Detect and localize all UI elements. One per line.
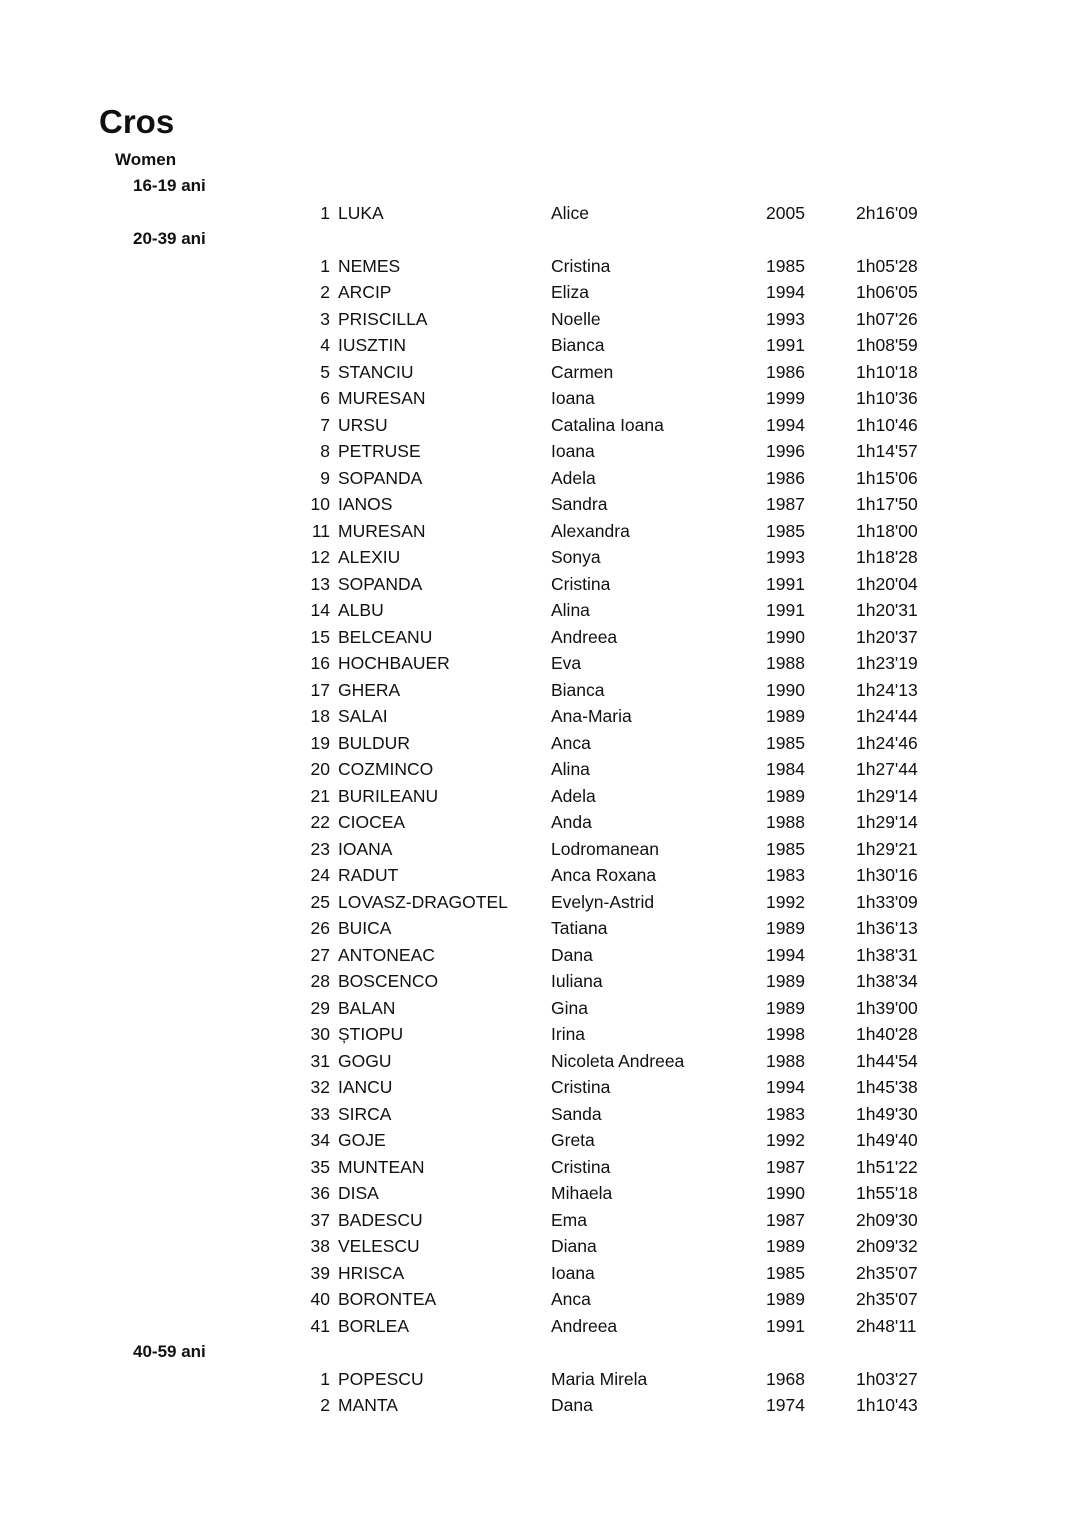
result-row (0, 465, 1086, 492)
first-name-cell: Sandra (551, 494, 608, 514)
finish-time-cell: 1h30'16 (856, 865, 918, 885)
finish-time-cell: 1h40'28 (856, 1024, 918, 1044)
birth-year-cell: 1989 (766, 1236, 805, 1256)
rank-cell: 34 (310, 1130, 330, 1150)
first-name-cell: Iuliana (551, 971, 603, 991)
finish-time-cell: 1h33'09 (856, 891, 918, 912)
first-name-cell: Adela (551, 785, 596, 806)
first-name-cell: Ema (551, 1209, 587, 1230)
rank-cell: 15 (310, 626, 330, 647)
last-name-cell: IANCU (338, 1077, 393, 1097)
finish-time-cell: 2h09'30 (856, 1209, 918, 1230)
result-row (0, 836, 1086, 863)
last-name-cell: PRISCILLA (338, 308, 428, 329)
result-row (0, 1127, 1086, 1154)
finish-time-cell: 1h14'57 (856, 441, 918, 461)
result-row (0, 491, 1086, 518)
rank-cell: 30 (310, 1024, 330, 1044)
result-row (0, 915, 1086, 942)
finish-time-cell: 1h10'36 (856, 388, 918, 408)
rank-cell: 29 (310, 997, 330, 1018)
birth-year-cell: 1984 (766, 759, 805, 779)
rank-cell: 2 (320, 1395, 330, 1415)
first-name-cell: Alina (551, 600, 590, 620)
finish-time-cell: 1h27'44 (856, 759, 918, 779)
first-name-cell: Eliza (551, 282, 589, 302)
last-name-cell: URSU (338, 414, 388, 435)
result-row (0, 412, 1086, 439)
finish-time-cell: 1h08'59 (856, 335, 918, 355)
finish-time-cell: 1h51'22 (856, 1156, 918, 1177)
result-row (0, 385, 1086, 412)
result-row (0, 1260, 1086, 1287)
birth-year-cell: 1988 (766, 1050, 805, 1071)
last-name-cell: CIOCEA (338, 812, 406, 832)
rank-cell: 23 (310, 838, 330, 859)
rank-cell: 35 (310, 1156, 330, 1177)
rank-cell: 12 (310, 547, 330, 567)
first-name-cell: Bianca (551, 679, 605, 700)
birth-year-cell: 1989 (766, 1289, 805, 1309)
first-name-cell: Anca Roxana (551, 865, 657, 885)
finish-time-cell: 1h29'14 (856, 812, 918, 832)
rank-cell: 1 (320, 202, 330, 223)
last-name-cell: DISA (338, 1183, 379, 1203)
birth-year-cell: 1996 (766, 441, 805, 461)
rank-cell: 36 (310, 1183, 330, 1203)
finish-time-cell: 1h20'31 (856, 600, 918, 620)
result-row (0, 1101, 1086, 1128)
result-row (0, 1021, 1086, 1048)
rank-cell: 28 (310, 971, 330, 991)
rank-cell: 17 (310, 679, 330, 700)
last-name-cell: ANTONEAC (338, 944, 435, 965)
result-row (0, 889, 1086, 916)
birth-year-cell: 1994 (766, 414, 805, 435)
birth-year-cell: 1988 (766, 653, 805, 673)
finish-time-cell: 1h24'13 (856, 679, 918, 700)
result-row (0, 518, 1086, 545)
rank-cell: 16 (310, 653, 330, 673)
last-name-cell: PETRUSE (338, 441, 421, 461)
rank-cell: 26 (310, 918, 330, 938)
birth-year-cell: 1991 (766, 335, 805, 355)
result-row (0, 571, 1086, 598)
last-name-cell: POPESCU (338, 1368, 424, 1389)
result-row (0, 730, 1086, 757)
last-name-cell: MURESAN (338, 520, 426, 541)
first-name-cell: Ioana (551, 1262, 595, 1283)
birth-year-cell: 1989 (766, 785, 805, 806)
result-row (0, 703, 1086, 730)
first-name-cell: Maria Mirela (551, 1368, 648, 1389)
birth-year-cell: 1992 (766, 1130, 805, 1150)
rank-cell: 19 (310, 732, 330, 753)
birth-year-cell: 1987 (766, 1209, 805, 1230)
finish-time-cell: 1h49'30 (856, 1103, 918, 1124)
result-row (0, 544, 1086, 571)
rank-cell: 21 (310, 785, 330, 806)
finish-time-cell: 1h24'44 (856, 706, 918, 726)
finish-time-cell: 1h38'31 (856, 944, 918, 965)
last-name-cell: HOCHBAUER (338, 653, 450, 673)
last-name-cell: BADESCU (338, 1209, 423, 1230)
finish-time-cell: 2h48'11 (856, 1315, 917, 1336)
rank-cell: 9 (320, 467, 330, 488)
last-name-cell: GHERA (338, 679, 401, 700)
birth-year-cell: 1974 (766, 1395, 805, 1415)
last-name-cell: IANOS (338, 494, 393, 514)
birth-year-cell: 1993 (766, 547, 805, 567)
first-name-cell: Noelle (551, 308, 601, 329)
result-row (0, 1286, 1086, 1313)
finish-time-cell: 1h20'37 (856, 626, 918, 647)
last-name-cell: HRISCA (338, 1262, 405, 1283)
result-row (0, 1313, 1086, 1340)
rank-cell: 22 (310, 812, 330, 832)
birth-year-cell: 1985 (766, 838, 805, 859)
finish-time-cell: 1h05'28 (856, 255, 918, 276)
birth-year-cell: 1989 (766, 706, 805, 726)
first-name-cell: Anca (551, 1289, 591, 1309)
birth-year-cell: 1985 (766, 255, 805, 276)
birth-year-cell: 1985 (766, 1262, 805, 1283)
rank-cell: 8 (320, 441, 330, 461)
first-name-cell: Sanda (551, 1103, 602, 1124)
finish-time-cell: 1h07'26 (856, 308, 918, 329)
first-name-cell: Dana (551, 1395, 593, 1415)
result-row (0, 1392, 1086, 1419)
result-row (0, 809, 1086, 836)
first-name-cell: Ioana (551, 441, 595, 461)
result-row (0, 1207, 1086, 1234)
finish-time-cell: 2h16'09 (856, 202, 918, 223)
result-row (0, 756, 1086, 783)
last-name-cell: ALEXIU (338, 547, 401, 567)
birth-year-cell: 1998 (766, 1024, 805, 1044)
rank-cell: 4 (320, 335, 330, 355)
result-row (0, 783, 1086, 810)
first-name-cell: Ioana (551, 388, 595, 408)
last-name-cell: BORONTEA (338, 1289, 437, 1309)
first-name-cell: Anda (551, 812, 592, 832)
result-row (0, 359, 1086, 386)
result-row (0, 1074, 1086, 1101)
first-name-cell: Evelyn-Astrid (551, 891, 655, 912)
birth-year-cell: 1993 (766, 308, 805, 329)
first-name-cell: Ana-Maria (551, 706, 632, 726)
last-name-cell: IUSZTIN (338, 335, 407, 355)
birth-year-cell: 1990 (766, 679, 805, 700)
finish-time-cell: 2h35'07 (856, 1289, 918, 1309)
rank-cell: 5 (320, 361, 330, 382)
last-name-cell: STANCIU (338, 361, 414, 382)
last-name-cell: BURILEANU (338, 785, 439, 806)
birth-year-cell: 1986 (766, 361, 805, 382)
result-row (0, 332, 1086, 359)
result-row (0, 650, 1086, 677)
rank-cell: 6 (320, 388, 330, 408)
first-name-cell: Lodromanean (551, 838, 659, 859)
birth-year-cell: 1990 (766, 626, 805, 647)
first-name-cell: Nicoleta Andreea (551, 1050, 685, 1071)
birth-year-cell: 1989 (766, 918, 805, 938)
last-name-cell: RADUT (338, 865, 399, 885)
birth-year-cell: 1994 (766, 944, 805, 965)
last-name-cell: SOPANDA (338, 573, 423, 594)
rank-cell: 25 (310, 891, 330, 912)
birth-year-cell: 1989 (766, 997, 805, 1018)
last-name-cell: BUICA (338, 918, 392, 938)
result-row (0, 1154, 1086, 1181)
first-name-cell: Carmen (551, 361, 614, 382)
finish-time-cell: 1h39'00 (856, 997, 918, 1018)
results-list (0, 173, 1086, 1419)
rank-cell: 27 (310, 944, 330, 965)
last-name-cell: LUKA (338, 202, 384, 223)
finish-time-cell: 1h38'34 (856, 971, 918, 991)
gender-heading: Women (115, 150, 177, 169)
finish-time-cell: 1h18'00 (856, 520, 918, 541)
result-row (0, 279, 1086, 306)
birth-year-cell: 1983 (766, 1103, 805, 1124)
result-row (0, 677, 1086, 704)
last-name-cell: MUNTEAN (338, 1156, 425, 1177)
last-name-cell: BOSCENCO (338, 971, 439, 991)
finish-time-cell: 1h10'18 (856, 361, 918, 382)
finish-time-cell: 1h44'54 (856, 1050, 918, 1071)
result-row (0, 624, 1086, 651)
rank-cell: 14 (310, 600, 330, 620)
last-name-cell: MANTA (338, 1395, 398, 1415)
last-name-cell: BORLEA (338, 1315, 409, 1336)
first-name-cell: Irina (551, 1024, 586, 1044)
first-name-cell: Alexandra (551, 520, 630, 541)
finish-time-cell: 1h49'40 (856, 1130, 918, 1150)
last-name-cell: GOJE (338, 1130, 386, 1150)
birth-year-cell: 1968 (766, 1368, 805, 1389)
last-name-cell: LOVASZ-DRAGOTEL (338, 891, 508, 912)
birth-year-cell: 1994 (766, 1077, 805, 1097)
result-row (0, 306, 1086, 333)
first-name-cell: Anca (551, 732, 591, 753)
last-name-cell: NEMES (338, 255, 401, 276)
birth-year-cell: 1987 (766, 494, 805, 514)
birth-year-cell: 1989 (766, 971, 805, 991)
rank-cell: 31 (310, 1050, 330, 1071)
last-name-cell: SIRCA (338, 1103, 392, 1124)
finish-time-cell: 1h15'06 (856, 467, 918, 488)
finish-time-cell: 1h45'38 (856, 1077, 918, 1097)
first-name-cell: Greta (551, 1130, 595, 1150)
birth-year-cell: 1990 (766, 1183, 805, 1203)
last-name-cell: IOANA (338, 838, 393, 859)
birth-year-cell: 2005 (766, 202, 805, 223)
birth-year-cell: 1983 (766, 865, 805, 885)
rank-cell: 10 (310, 494, 330, 514)
rank-cell: 37 (310, 1209, 330, 1230)
rank-cell: 18 (310, 706, 330, 726)
result-row (0, 942, 1086, 969)
last-name-cell: ȘTIOPU (338, 1024, 404, 1044)
first-name-cell: Mihaela (551, 1183, 613, 1203)
birth-year-cell: 1994 (766, 282, 805, 302)
rank-cell: 11 (311, 520, 330, 541)
result-row (0, 1366, 1086, 1393)
rank-cell: 40 (310, 1289, 330, 1309)
result-row (0, 1233, 1086, 1260)
rank-cell: 20 (310, 759, 330, 779)
first-name-cell: Cristina (551, 1156, 611, 1177)
last-name-cell: MURESAN (338, 388, 426, 408)
rank-cell: 38 (310, 1236, 330, 1256)
finish-time-cell: 1h29'14 (856, 785, 918, 806)
first-name-cell: Dana (551, 944, 593, 965)
result-row (0, 438, 1086, 465)
category-heading: 40-59 ani (133, 1342, 206, 1361)
finish-time-cell: 1h06'05 (856, 282, 918, 302)
first-name-cell: Catalina Ioana (551, 414, 664, 435)
birth-year-cell: 1992 (766, 891, 805, 912)
finish-time-cell: 1h24'46 (856, 732, 918, 753)
finish-time-cell: 1h17'50 (856, 494, 918, 514)
first-name-cell: Cristina (551, 255, 611, 276)
finish-time-cell: 2h35'07 (856, 1262, 918, 1283)
finish-time-cell: 1h23'19 (856, 653, 918, 673)
birth-year-cell: 1991 (766, 573, 805, 594)
birth-year-cell: 1991 (766, 600, 805, 620)
result-row (0, 1180, 1086, 1207)
category-heading: 16-19 ani (133, 176, 206, 195)
last-name-cell: VELESCU (338, 1236, 420, 1256)
first-name-cell: Sonya (551, 547, 601, 567)
finish-time-cell: 1h10'43 (856, 1395, 918, 1415)
finish-time-cell: 1h36'13 (856, 918, 918, 938)
first-name-cell: Eva (551, 653, 582, 673)
last-name-cell: ALBU (338, 600, 384, 620)
finish-time-cell: 2h09'32 (856, 1236, 918, 1256)
first-name-cell: Adela (551, 467, 596, 488)
rank-cell: 2 (320, 282, 330, 302)
rank-cell: 1 (320, 255, 330, 276)
last-name-cell: BALAN (338, 997, 396, 1018)
birth-year-cell: 1988 (766, 812, 805, 832)
result-row (0, 253, 1086, 280)
birth-year-cell: 1985 (766, 520, 805, 541)
first-name-cell: Cristina (551, 573, 611, 594)
rank-cell: 24 (310, 865, 330, 885)
first-name-cell: Alice (551, 202, 589, 223)
first-name-cell: Bianca (551, 335, 605, 355)
finish-time-cell: 1h10'46 (856, 414, 918, 435)
first-name-cell: Andreea (551, 1315, 618, 1336)
first-name-cell: Diana (551, 1236, 597, 1256)
finish-time-cell: 1h20'04 (856, 573, 918, 594)
finish-time-cell: 1h18'28 (856, 547, 918, 567)
result-row (0, 995, 1086, 1022)
last-name-cell: BELCEANU (338, 626, 433, 647)
birth-year-cell: 1985 (766, 732, 805, 753)
birth-year-cell: 1987 (766, 1156, 805, 1177)
last-name-cell: SOPANDA (338, 467, 423, 488)
first-name-cell: Alina (551, 759, 590, 779)
finish-time-cell: 1h29'21 (856, 838, 918, 859)
result-row (0, 597, 1086, 624)
birth-year-cell: 1999 (766, 388, 805, 408)
last-name-cell: ARCIP (338, 282, 392, 302)
document-title: Cros (99, 103, 175, 140)
result-row (0, 1048, 1086, 1075)
rank-cell: 13 (310, 573, 330, 594)
rank-cell: 1 (320, 1368, 330, 1389)
result-row (0, 862, 1086, 889)
first-name-cell: Cristina (551, 1077, 611, 1097)
first-name-cell: Tatiana (551, 918, 608, 938)
first-name-cell: Gina (551, 997, 588, 1018)
last-name-cell: GOGU (338, 1050, 392, 1071)
rank-cell: 33 (310, 1103, 330, 1124)
last-name-cell: BULDUR (338, 732, 410, 753)
result-row (0, 968, 1086, 995)
birth-year-cell: 1991 (766, 1315, 805, 1336)
category-heading: 20-39 ani (133, 229, 206, 248)
last-name-cell: SALAI (338, 706, 388, 726)
birth-year-cell: 1986 (766, 467, 805, 488)
rank-cell: 3 (320, 308, 330, 329)
result-row (0, 200, 1086, 227)
rank-cell: 39 (310, 1262, 330, 1283)
first-name-cell: Andreea (551, 626, 618, 647)
finish-time-cell: 1h03'27 (856, 1368, 918, 1389)
last-name-cell: COZMINCO (338, 759, 434, 779)
finish-time-cell: 1h55'18 (856, 1183, 918, 1203)
rank-cell: 7 (320, 414, 330, 435)
rank-cell: 32 (310, 1077, 330, 1097)
rank-cell: 41 (310, 1315, 330, 1336)
